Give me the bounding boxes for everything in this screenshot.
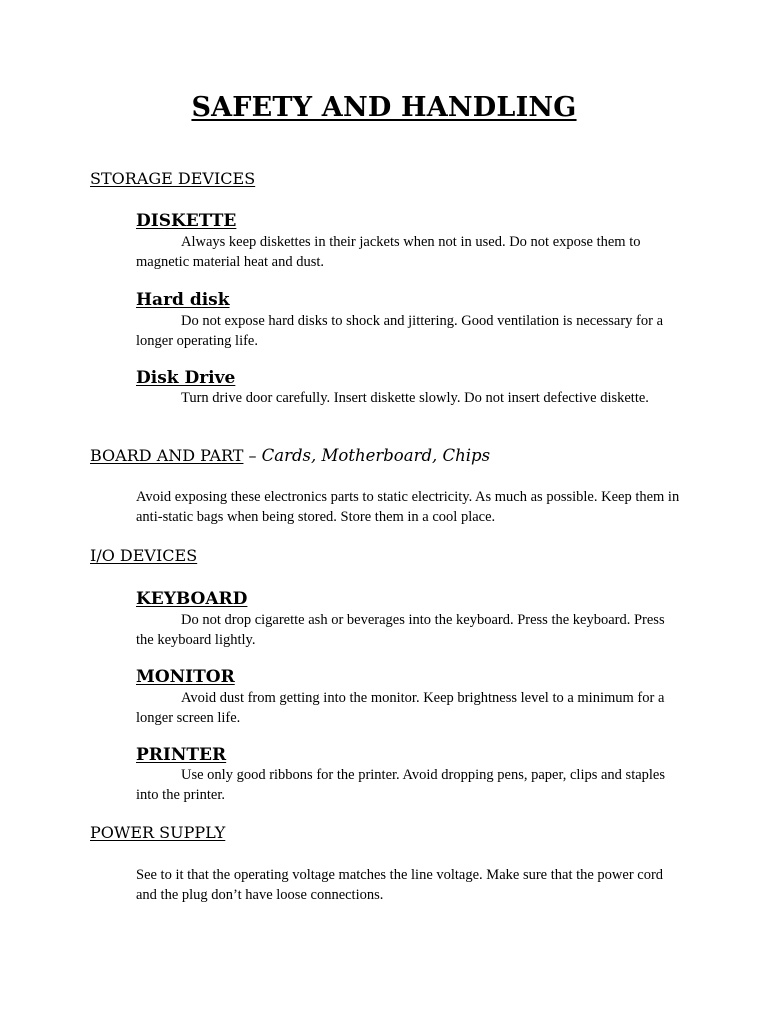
subheading-diskette: DISKETTE — [136, 211, 237, 231]
subheading-hard-disk: Hard disk — [136, 290, 230, 310]
paragraph-diskette: Always keep diskettes in their jackets when not in used. Do not expose them to magnetic material heat and dust. — [136, 234, 641, 270]
paragraph-keyboard: Do not drop cigarette ash or beverages into the keyboard. Press the keyboard. Press the keyboard lightly. — [136, 612, 665, 648]
paragraph-printer: Use only good ribbons for the printer. Avoid dropping pens, paper, clips and staples into the printer. — [136, 767, 666, 803]
page-title: SAFETY AND HANDLING — [191, 92, 577, 123]
subheading-monitor: MONITOR — [136, 667, 235, 687]
paragraph-hard-disk: Do not expose hard disks to shock and jittering. Good ventilation is necessary for a longer operating life. — [136, 313, 664, 349]
paragraph-disk-drive: Turn drive door carefully. Insert diskette slowly. Do not insert defective diskette. — [181, 390, 649, 406]
subheading-disk-drive: Disk Drive — [136, 368, 236, 388]
section-heading-io-devices: I/O DEVICES — [90, 546, 198, 565]
section-heading-power-supply: POWER SUPPLY — [90, 823, 226, 842]
paragraph-board-and-part: Avoid exposing these electronics parts to static electricity. As much as possible. Keep them in anti-static bags when being stored. Store them in a cool place. — [136, 489, 680, 525]
board-heading-label: BOARD AND PART — [90, 446, 244, 465]
section-heading-board-and-part — [90, 446, 490, 465]
section-heading-storage-devices: STORAGE DEVICES — [90, 169, 256, 188]
paragraph-monitor: Avoid dust from getting into the monitor. Keep brightness level to a minimum for a longer screen life. — [136, 690, 665, 726]
board-heading-subtitle: Cards, Motherboard, Chips — [261, 446, 491, 465]
subheading-printer: PRINTER — [136, 745, 227, 765]
board-heading-dash: – — [243, 446, 262, 465]
subheading-keyboard: KEYBOARD — [136, 589, 248, 609]
paragraph-power-supply: See to it that the operating voltage matches the line voltage. Make sure that the power cord and the plug don’t have loose connections. — [136, 867, 664, 903]
